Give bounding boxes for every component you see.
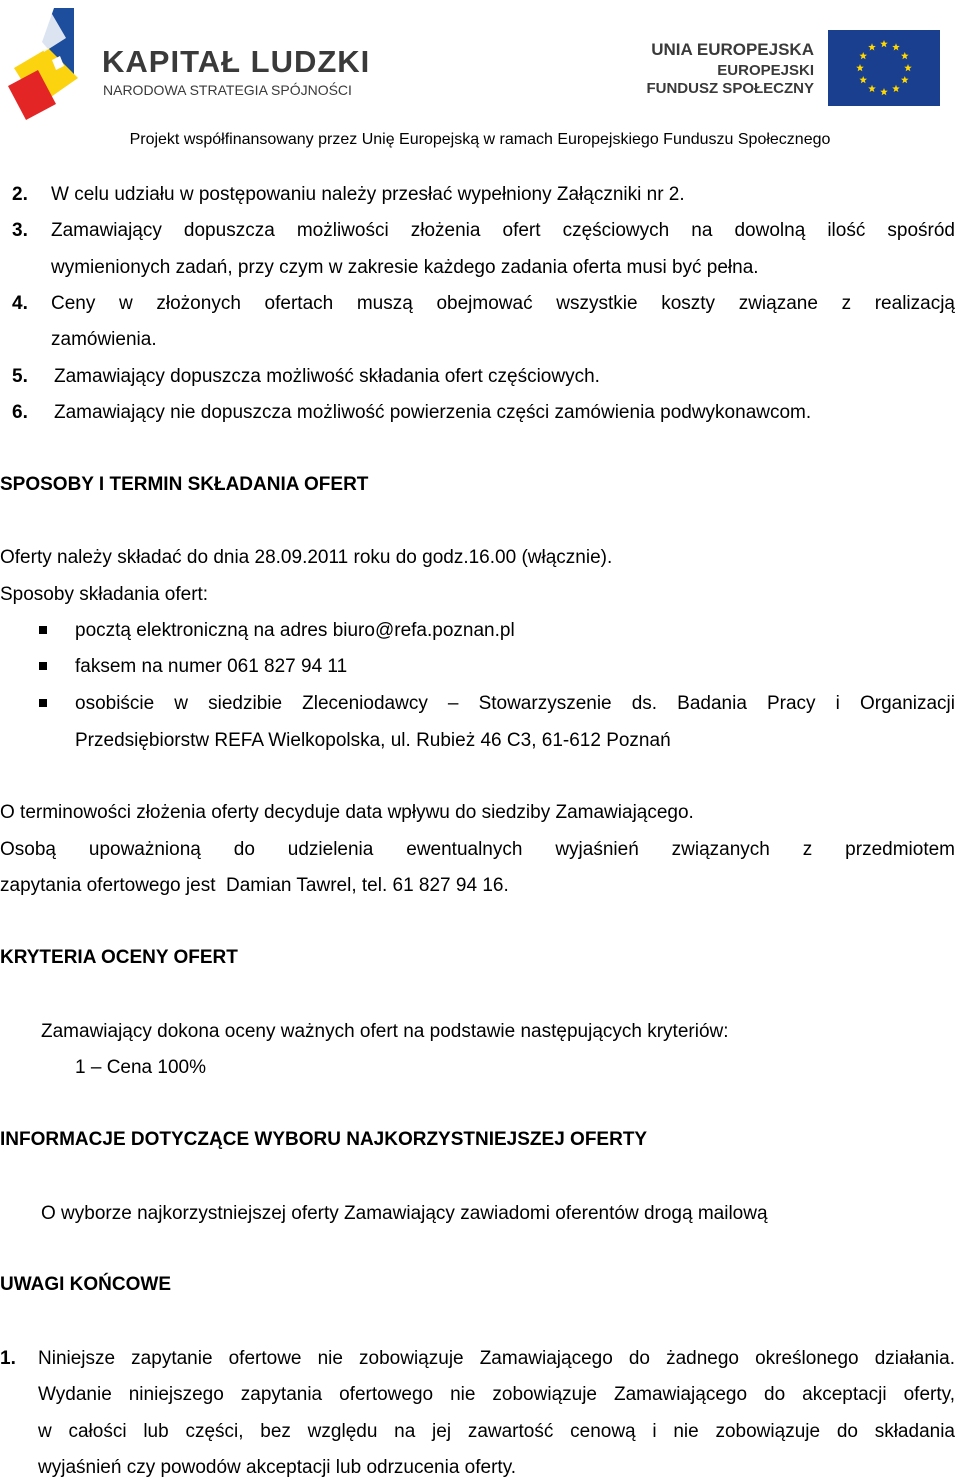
bullet-marker-in-person	[39, 699, 47, 707]
bullet-marker-email	[39, 626, 47, 634]
submission-contact-line1: Osobą upoważnioną do udzielenia ewentualnych wyjaśnień związanych z przedmiotem	[0, 839, 955, 860]
criteria-intro: Zamawiający dokona oceny ważnych ofert na podstawie następujących kryteriów:	[41, 1021, 729, 1042]
item-number-3: 3.	[12, 220, 28, 241]
submission-deadline: Oferty należy składać do dnia 28.09.2011 roku do godz.16.00 (włącznie).	[0, 547, 613, 568]
cofinance-note: Projekt współfinansowany przez Unię Europejską w ramach Europejskiego Funduszu Społecznego	[129, 131, 831, 148]
kapital-ludzki-emblem	[8, 8, 88, 120]
item-number-2: 2.	[12, 184, 28, 205]
final-item-number: 1.	[0, 1348, 16, 1369]
submission-method-in-person-line1: osobiście w siedzibie Zleceniodawcy – Stowarzyszenie ds. Badania Pracy i Organizacji	[75, 693, 955, 714]
eu-flag-icon	[828, 30, 940, 106]
kapital-ludzki-title: KAPITAŁ LUDZKI	[102, 44, 371, 79]
item-4-text-line2: zamówienia.	[51, 329, 157, 350]
item-number-4: 4.	[12, 293, 28, 314]
submission-methods-label: Sposoby składania ofert:	[0, 584, 209, 605]
final-remarks-line1: Niniejsze zapytanie ofertowe nie zobowiązuje Zamawiającego do żadnego określonego działania.	[38, 1348, 955, 1369]
item-number-5: 5.	[12, 366, 28, 387]
item-3-text-line1: Zamawiający dopuszcza możliwości złożenia ofert częściowych na dowolną ilość spośród	[51, 220, 955, 241]
final-remarks-heading: UWAGI KOŃCOWE	[0, 1274, 171, 1295]
kapital-ludzki-logo	[8, 8, 371, 120]
submission-method-fax: faksem na numer 061 827 94 11	[75, 656, 348, 677]
submission-heading: SPOSOBY I TERMIN SKŁADANIA OFERT	[0, 474, 369, 495]
final-remarks-line3: w całości lub części, bez względu na jej zawartość cenową i nie zobowiązuje do składania	[38, 1421, 955, 1442]
selection-text: O wyborze najkorzystniejszej oferty Zamawiający zawiadomi oferentów drogą mailową	[41, 1203, 768, 1224]
criteria-heading: KRYTERIA OCENY OFERT	[0, 947, 238, 968]
item-2-text: W celu udziału w postępowaniu należy przesłać wypełniony Załączniki nr 2.	[51, 184, 685, 205]
submission-method-in-person-line2: Przedsiębiorstw REFA Wielkopolska, ul. Rubież 46 C3, 61-612 Poznań	[75, 730, 671, 751]
item-3-text-line2: wymienionych zadań, przy czym w zakresie każdego zadania oferta musi być pełna.	[51, 257, 759, 278]
item-number-6: 6.	[12, 402, 28, 423]
item-4-text-line1: Ceny w złożonych ofertach muszą obejmować wszystkie koszty związane z realizacją	[51, 293, 955, 314]
submission-timeliness: O terminowości złożenia oferty decyduje data wpływu do siedziby Zamawiającego.	[0, 802, 694, 823]
item-5-text: Zamawiający dopuszcza możliwość składania ofert częściowych.	[54, 366, 600, 387]
final-remarks-line4: wyjaśnień czy powodów akceptacji lub odrzucenia oferty.	[38, 1457, 517, 1478]
eu-logo-line2: EUROPEJSKI	[717, 62, 814, 79]
kapital-ludzki-subtitle: NARODOWA STRATEGIA SPÓJNOŚCI	[103, 82, 352, 98]
eu-logo	[646, 28, 940, 108]
eu-logo-line1: UNIA EUROPEJSKA	[651, 40, 814, 59]
item-6-text: Zamawiający nie dopuszcza możliwość powierzenia części zamówienia podwykonawcom.	[54, 402, 812, 423]
eu-logo-line3: FUNDUSZ SPOŁECZNY	[646, 80, 814, 97]
final-remarks-line2: Wydanie niniejszego zapytania ofertowego nie zobowiązuje Zamawiającego do akceptacji oferty,	[38, 1384, 955, 1405]
selection-heading: INFORMACJE DOTYCZĄCE WYBORU NAJKORZYSTNIEJSZEJ OFERTY	[0, 1129, 648, 1150]
bullet-marker-fax	[39, 662, 47, 670]
criteria-item: 1 – Cena 100%	[75, 1057, 206, 1078]
submission-method-email: pocztą elektroniczną na adres biuro@refa.poznan.pl	[75, 620, 515, 641]
submission-contact-line2: zapytania ofertowego jest Damian Tawrel, tel. 61 827 94 16.	[0, 875, 509, 896]
